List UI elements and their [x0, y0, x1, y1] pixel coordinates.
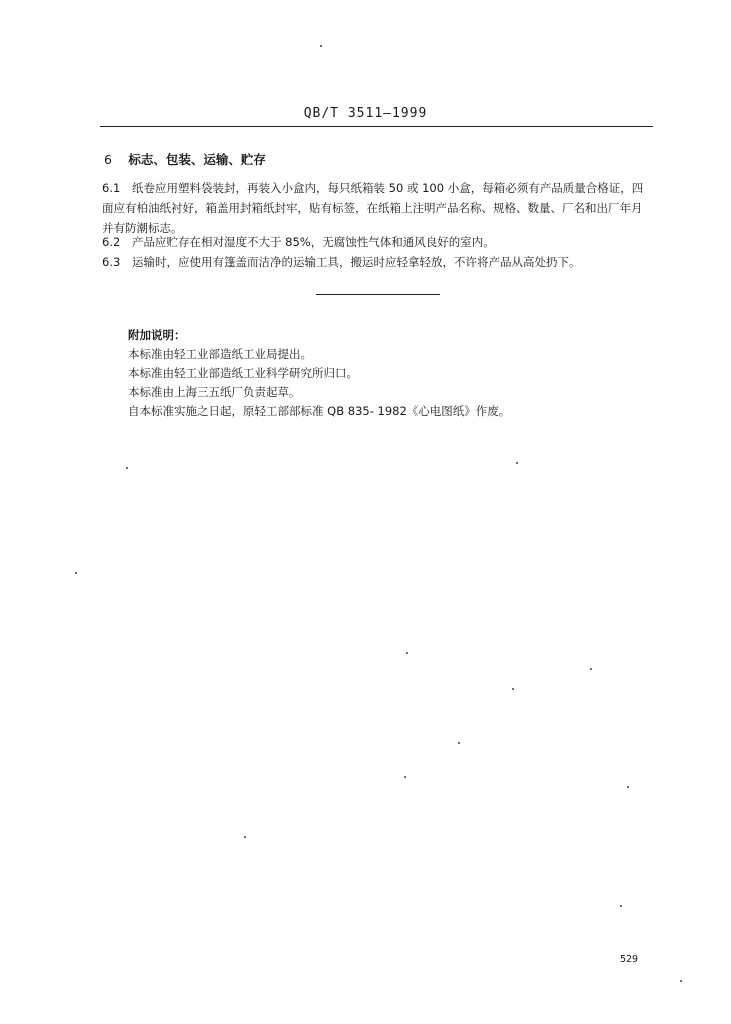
appendix-line: 本标准由上海三五纸厂负责起草。 — [128, 385, 301, 399]
end-divider — [316, 294, 440, 295]
appendix-notes — [128, 326, 510, 421]
page-number: 529 — [620, 954, 639, 965]
section-title: 标志、包装、运输、贮存 — [128, 152, 266, 167]
scan-speck — [406, 652, 408, 654]
scan-speck — [680, 980, 682, 982]
clause-line: 6.2 产品应贮存在相对湿度不大于 85%，无腐蚀性气体和通风良好的室内。 — [102, 232, 658, 252]
clause-number: 6.1 — [102, 181, 121, 195]
scan-speck — [458, 742, 460, 744]
section-number: 6 — [104, 152, 112, 167]
scan-speck — [516, 462, 518, 464]
appendix-line: 本标准由轻工业部造纸工业科学研究所归口。 — [128, 366, 358, 380]
appendix-line: 自本标准实施之日起，原轻工部部标准 QB 835- 1982《心电图纸》作废。 — [128, 404, 511, 418]
clause-line: 6.3 运输时，应使用有篷盖而洁净的运输工具，搬运时应轻拿轻放，不许将产品从高处扔下。 — [102, 252, 658, 272]
clause-line: 并有防潮标志。 — [102, 221, 183, 235]
clause-number: 6.2 — [102, 235, 121, 249]
scan-speck — [320, 45, 322, 47]
clause-line: 6.1 纸卷应用塑料袋装封，再装入小盒内，每只纸箱装 50 或 100 小盒，每箱必须有产品质量合格证，四 — [102, 178, 658, 198]
standard-code-header: QB/T 3511—1999 — [303, 106, 428, 121]
scan-speck — [620, 905, 622, 907]
scan-speck — [404, 776, 406, 778]
clause-line: 面应有柏油纸衬好，箱盖用封箱纸封牢，贴有标签，在纸箱上注明产品名称、规格、数量、厂名和出厂年月 — [102, 201, 643, 215]
clause-6-1 — [102, 178, 658, 238]
scan-speck — [590, 668, 592, 670]
clause-number: 6.3 — [102, 255, 121, 269]
scan-speck — [75, 572, 77, 574]
scan-speck — [627, 786, 629, 788]
section-heading — [104, 150, 266, 168]
header-rule — [100, 126, 653, 127]
scan-speck — [126, 467, 128, 469]
appendix-line: 本标准由轻工业部造纸工业局提出。 — [128, 347, 312, 361]
appendix-title: 附加说明： — [128, 328, 186, 342]
scan-speck — [244, 836, 246, 838]
scan-speck — [512, 688, 514, 690]
clause-6-3 — [102, 252, 658, 272]
clause-6-2 — [102, 232, 658, 252]
